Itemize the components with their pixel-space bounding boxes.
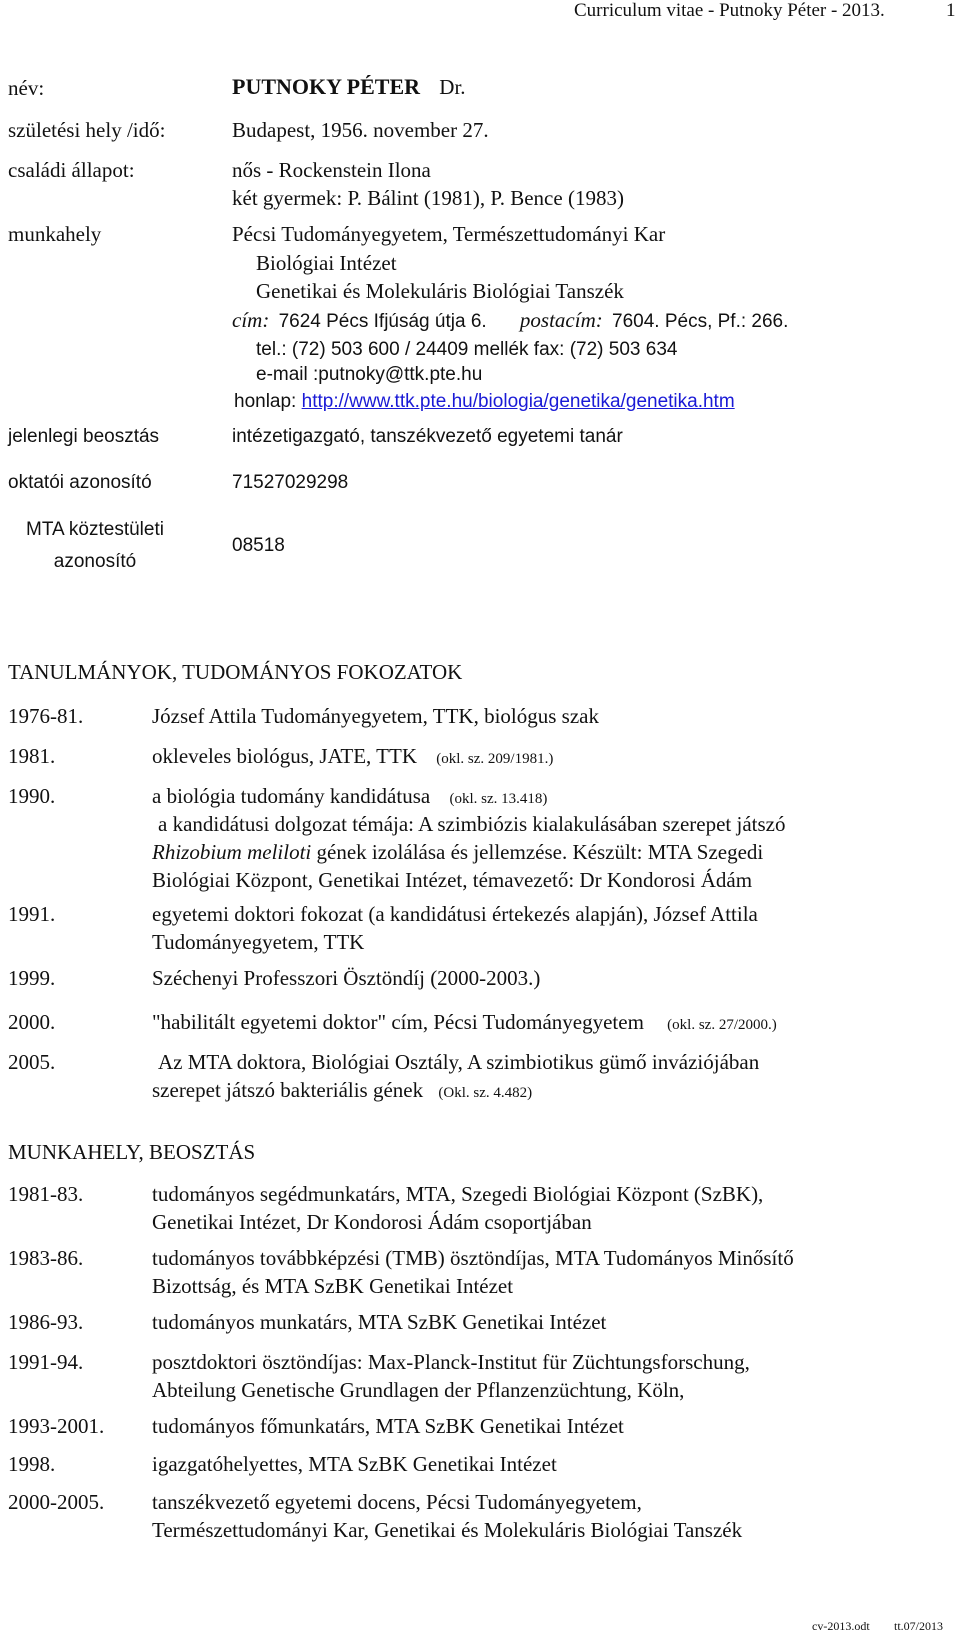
study-text-5: Széchenyi Professzori Ösztöndíj (2000-2003.): [152, 966, 541, 990]
study-text-2-main: okleveles biológus, JATE, TTK: [152, 744, 418, 768]
homepage-label: honlap:: [234, 391, 297, 412]
work-year-1: 1981-83.: [8, 1182, 84, 1206]
footer-file: cv-2013.odt: [812, 1619, 870, 1633]
name-title: Dr.: [439, 75, 466, 99]
mta-id-label-line2: azonosító: [53, 551, 137, 572]
work-year-3: 1986-93.: [8, 1310, 84, 1334]
study-text-2: [152, 744, 553, 769]
teacher-id-label: oktatói azonosító: [8, 472, 152, 493]
workplace-line2: Biológiai Intézet: [256, 251, 397, 275]
homepage-row: [234, 391, 735, 413]
study-4-line2: Tudományegyetem, TTK: [152, 930, 365, 954]
page-number: 1: [946, 0, 956, 21]
study-text-3: [152, 784, 547, 809]
work-year-6: 1998.: [8, 1452, 56, 1476]
position-label: jelenlegi beosztás: [8, 426, 160, 447]
mta-id-label: [8, 514, 182, 578]
work-4-line2: Abteilung Genetische Grundlagen der Pflanzenzüchtung, Köln,: [152, 1378, 685, 1402]
work-3-line1: tudományos munkatárs, MTA SzBK Genetikai Intézet: [152, 1310, 607, 1334]
mta-id-value: 08518: [232, 535, 285, 556]
work-2-line1: tudományos továbbképzési (TMB) ösztöndíjas, MTA Tudományos Minősítő: [152, 1246, 794, 1270]
workplace-line3: Genetikai és Molekuláris Biológiai Tanszék: [256, 279, 624, 303]
work-5-line1: tudományos főmunkatárs, MTA SzBK Genetikai Intézet: [152, 1414, 624, 1438]
study-year-4: 1991.: [8, 902, 56, 926]
study-7-line2-main: szerepet játszó bakteriális gének: [152, 1078, 424, 1102]
mta-id-label-line1: MTA köztestületi: [26, 519, 164, 540]
name-label: név:: [8, 76, 45, 100]
birth-value: Budapest, 1956. november 27.: [232, 118, 489, 142]
header-title: Curriculum vitae - Putnoky Péter - 2013.: [574, 0, 885, 21]
page-header: [574, 0, 956, 22]
footer-version: tt.07/2013: [894, 1619, 944, 1633]
work-year-4: 1991-94.: [8, 1350, 84, 1374]
work-2-line2: Bizottság, és MTA SzBK Genetikai Intézet: [152, 1274, 514, 1298]
work-7-line2: Természettudományi Kar, Genetikai és Molekuláris Biológiai Tanszék: [152, 1518, 743, 1542]
workplace-line1: Pécsi Tudományegyetem, Természettudományi Kar: [232, 222, 666, 246]
study-text-6: [152, 1010, 777, 1035]
studies-title: TANULMÁNYOK, TUDOMÁNYOS FOKOZATOK: [8, 660, 463, 684]
study-7-line1: Az MTA doktora, Biológiai Osztály, A szimbiotikus gümő inváziójában: [158, 1050, 760, 1074]
study-3-line3: [152, 840, 763, 865]
study-note-6: (okl. sz. 27/2000.): [667, 1017, 777, 1033]
workplace-label: munkahely: [8, 222, 102, 246]
work-1-line1: tudományos segédmunkatárs, MTA, Szegedi Biológiai Központ (SzBK),: [152, 1182, 764, 1206]
study-4-line1: egyetemi doktori fokozat (a kandidátusi értekezés alapján), József Attila: [152, 902, 758, 926]
work-year-5: 1993-2001.: [8, 1414, 105, 1438]
study-3-line3-rest: gének izolálása és jellemzése. Készült: MTA Szegedi: [316, 840, 764, 864]
study-year-2: 1981.: [8, 744, 56, 768]
study-year-1: 1976-81.: [8, 704, 84, 728]
study-note-7: (Okl. sz. 4.482): [438, 1085, 533, 1101]
study-7-line2: [152, 1078, 532, 1103]
phone-row: [256, 336, 677, 361]
postal-value: 7604. Pécs, Pf.: 266.: [612, 311, 789, 332]
study-text-6-main: "habilitált egyetemi doktor" cím, Pécsi Tudományegyetem: [152, 1010, 644, 1034]
work-year-7: 2000-2005.: [8, 1490, 105, 1514]
study-year-5: 1999.: [8, 966, 56, 990]
birth-label: születési hely /idő:: [8, 118, 166, 142]
study-year-6: 2000.: [8, 1010, 56, 1034]
work-title: MUNKAHELY, BEOSZTÁS: [8, 1140, 256, 1164]
postal-label: postacím:: [519, 308, 603, 332]
tel-value: : (72) 503 600 / 24409 mellék fax: (72) 503 634: [281, 339, 678, 360]
address-value: 7624 Pécs Ifjúság útja 6.: [278, 311, 487, 332]
study-text-1: József Attila Tudományegyetem, TTK, biológus szak: [152, 704, 599, 728]
study-year-3: 1990.: [8, 784, 56, 808]
study-note-2: (okl. sz. 209/1981.): [436, 751, 554, 767]
name-value: [232, 74, 466, 100]
study-3-line4: Biológiai Központ, Genetikai Intézet, témavezető: Dr Kondorosi Ádám: [152, 868, 753, 892]
family-label: családi állapot:: [8, 158, 135, 182]
work-year-2: 1983-86.: [8, 1246, 84, 1270]
study-3-species: Rhizobium meliloti: [152, 840, 312, 864]
tel-label: tel.: [256, 339, 282, 360]
full-name: PUTNOKY PÉTER: [232, 74, 421, 99]
study-text-3-main: a biológia tudomány kandidátusa: [152, 784, 431, 808]
address-label: cím:: [232, 308, 270, 332]
teacher-id-value: 71527029298: [232, 472, 349, 493]
work-4-line1: posztdoktori ösztöndíjas: Max-Planck-Institut für Züchtungsforschung,: [152, 1350, 750, 1374]
work-1-line2: Genetikai Intézet, Dr Kondorosi Ádám csoportjában: [152, 1210, 592, 1234]
study-year-7: 2005.: [8, 1050, 56, 1074]
study-note-3: (okl. sz. 13.418): [449, 791, 548, 807]
work-6-line1: igazgatóhelyettes, MTA SzBK Genetikai Intézet: [152, 1452, 557, 1476]
homepage-link[interactable]: http://www.ttk.pte.hu/biologia/genetika/genetika.htm: [301, 391, 735, 412]
family-line2: két gyermek: P. Bálint (1981), P. Bence (1983): [232, 186, 624, 210]
study-3-line2: a kandidátusi dolgozat témája: A szimbiózis kialakulásában szerepet játszó: [158, 812, 786, 836]
family-line1: nős - Rockenstein Ilona: [232, 158, 431, 182]
position-value: intézetigazgató, tanszékvezető egyetemi tanár: [232, 426, 623, 447]
address-row: [232, 308, 788, 333]
email-line: e-mail :putnoky@ttk.pte.hu: [256, 364, 483, 385]
work-7-line1: tanszékvezető egyetemi docens, Pécsi Tudományegyetem,: [152, 1490, 642, 1514]
